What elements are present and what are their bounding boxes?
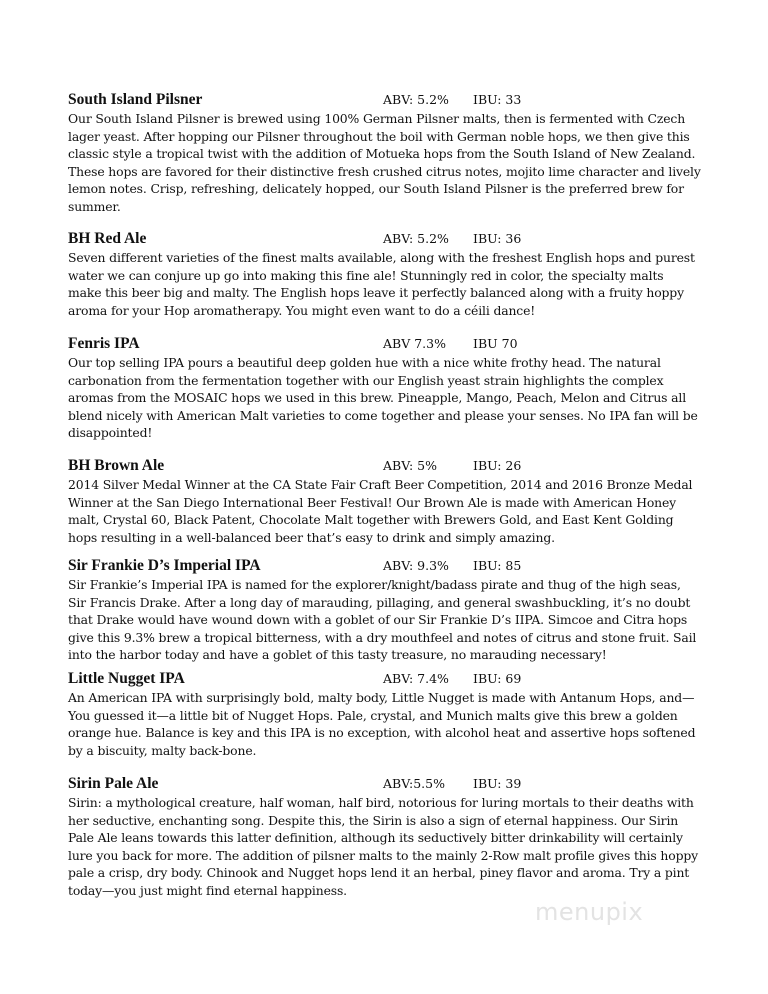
beer-sirin-pale-ale	[68, 774, 708, 900]
description-line: hops resulting in a well-balanced beer that’s easy to drink and simply amazing.	[68, 529, 555, 545]
description-line: make this beer big and malty. The English hops leave it perfectly balanced along with a fruity hoppy	[68, 285, 684, 301]
description-line: aromas from the MOSAIC hops we used in this brew. Pineapple, Mango, Peach, Melon and Citrus all	[68, 390, 687, 406]
description-line: Sir Francis Drake. After a long day of marauding, pillaging, and general swashbuckling, it’s no doubt	[68, 594, 691, 610]
beer-ibu: IBU: 39	[473, 776, 522, 791]
beer-south-island-pilsner	[68, 90, 708, 216]
menupix-watermark: menupix	[535, 898, 644, 926]
description-line: Pale Ale leans towards this latter definition, although its seductively bitter drinkability will certainly	[68, 830, 683, 846]
description-line: An American IPA with surprisingly bold, malty body, Little Nugget is made with Antanum Hops, and—	[68, 690, 695, 705]
description-line: orange hue. Balance is key and this IPA is no exception, with alcohol heat and assertive hops softened	[68, 725, 696, 741]
beer-description	[68, 354, 708, 442]
beer-ibu: IBU: 69	[473, 671, 522, 686]
description-line: summer.	[68, 198, 121, 214]
beer-abv: ABV: 7.4%	[383, 671, 449, 686]
description-line: Our South Island Pilsner is brewed using 100% German Pilsner malts, then is fermented with Czech	[68, 111, 686, 126]
description-line: by a biscuity, malty back-bone.	[68, 742, 257, 758]
beer-ibu: IBU: 26	[473, 458, 522, 473]
description-line: today—you just might find eternal happiness.	[68, 882, 347, 898]
beer-header	[68, 90, 708, 110]
beer-description	[68, 476, 708, 546]
description-line: malt, Crystal 60, Black Patent, Chocolate Malt together with Brewers Gold, and East Kent Golding	[68, 512, 674, 528]
description-line: that Drake would have wound down with a goblet of our Sir Frankie D’s IIPA. Simcoe and Citra hops	[68, 612, 688, 628]
beer-name: Little Nugget IPA	[68, 670, 185, 687]
description-line: Our top selling IPA pours a beautiful deep golden hue with a nice white frothy head. The natural	[68, 355, 661, 370]
description-line: lemon notes. Crisp, refreshing, delicately hopped, our South Island Pilsner is the preferred brew for	[68, 181, 684, 197]
beer-name: BH Brown Ale	[68, 457, 165, 474]
beer-name: Sirin Pale Ale	[68, 775, 159, 792]
description-line: Winner at the San Diego International Beer Festival! Our Brown Ale is made with American Honey	[68, 494, 677, 510]
description-line: These hops are favored for their distinctive fresh crushed citrus notes, mojito lime character and lively	[68, 163, 701, 179]
beer-abv: ABV: 5.2%	[383, 231, 449, 246]
beer-header	[68, 669, 708, 689]
beer-description	[68, 689, 708, 759]
beer-name: Sir Frankie D’s Imperial IPA	[68, 557, 261, 574]
beer-abv: ABV:5.5%	[383, 776, 445, 791]
description-line: blend nicely with American Malt varieties to come together and please your senses. No IPA fan will be	[68, 407, 698, 423]
description-line: water we can conjure up go into making this fine ale! Stunningly red in color, the specialty malts	[68, 267, 664, 283]
beer-header	[68, 229, 708, 249]
beer-ibu: IBU: 33	[473, 92, 522, 107]
description-line: lager yeast. After hopping our Pilsner throughout the boil with German noble hops, we then give this	[68, 128, 690, 144]
beer-fenris-ipa	[68, 334, 708, 442]
beer-header	[68, 456, 708, 476]
description-line: Sir Frankie’s Imperial IPA is named for the explorer/knight/badass pirate and thug of the high seas,	[68, 577, 681, 592]
beer-description	[68, 794, 708, 900]
description-line: Sirin: a mythological creature, half woman, half bird, notorious for luring mortals to their deaths with	[68, 795, 694, 810]
beer-abv: ABV: 9.3%	[383, 558, 449, 573]
beer-description	[68, 249, 708, 319]
description-line: Seven different varieties of the finest malts available, along with the freshest English hops and purest	[68, 250, 695, 265]
description-line: her seductive, enchanting song. Despite this, the Sirin is also a sign of eternal happiness. Our Sirin	[68, 812, 679, 828]
beer-name: BH Red Ale	[68, 230, 147, 247]
description-line: lure you back for more. The addition of pilsner malts to the mainly 2-Row malt profile gives this hoppy	[68, 847, 698, 863]
beer-header	[68, 774, 708, 794]
beer-description	[68, 110, 708, 216]
beer-ibu: IBU: 85	[473, 558, 522, 573]
description-line: into the harbor today and have a goblet of this tasty treasure, no marauding necessary!	[68, 647, 607, 663]
beer-name: Fenris IPA	[68, 335, 140, 352]
description-line: carbonation from the fermentation together with our English yeast strain highlights the complex	[68, 372, 664, 388]
beer-abv: ABV: 5.2%	[383, 92, 449, 107]
beer-ibu: IBU 70	[473, 336, 518, 351]
beer-bh-red-ale	[68, 229, 708, 319]
beer-header	[68, 556, 708, 576]
beer-abv: ABV 7.3%	[383, 336, 446, 351]
beer-little-nugget-ipa	[68, 669, 708, 759]
beer-bh-brown-ale	[68, 456, 708, 546]
beer-name: South Island Pilsner	[68, 91, 203, 108]
description-line: give this 9.3% brew a tropical bitterness, with a dry mouthfeel and notes of citrus and stone fruit. Sail	[68, 629, 697, 645]
beer-ibu: IBU: 36	[473, 231, 522, 246]
description-line: You guessed it—a little bit of Nugget Hops. Pale, crystal, and Munich malts give this brew a golden	[68, 707, 678, 723]
description-line: aroma for your Hop aromatherapy. You might even want to do a céili dance!	[68, 302, 536, 318]
description-line: 2014 Silver Medal Winner at the CA State Fair Craft Beer Competition, 2014 and 2016 Bronze Medal	[68, 477, 693, 492]
beer-description	[68, 576, 708, 664]
beer-sir-frankie-d-imperial-ipa	[68, 556, 708, 664]
beer-header	[68, 334, 708, 354]
description-line: disappointed!	[68, 425, 153, 441]
description-line: classic style a tropical twist with the addition of Motueka hops from the South Island of New Zealand.	[68, 146, 696, 162]
description-line: pale a crisp, dry body. Chinook and Nugget hops lend it an herbal, piney flavor and aroma. Try a pint	[68, 865, 690, 881]
beer-abv: ABV: 5%	[383, 458, 437, 473]
